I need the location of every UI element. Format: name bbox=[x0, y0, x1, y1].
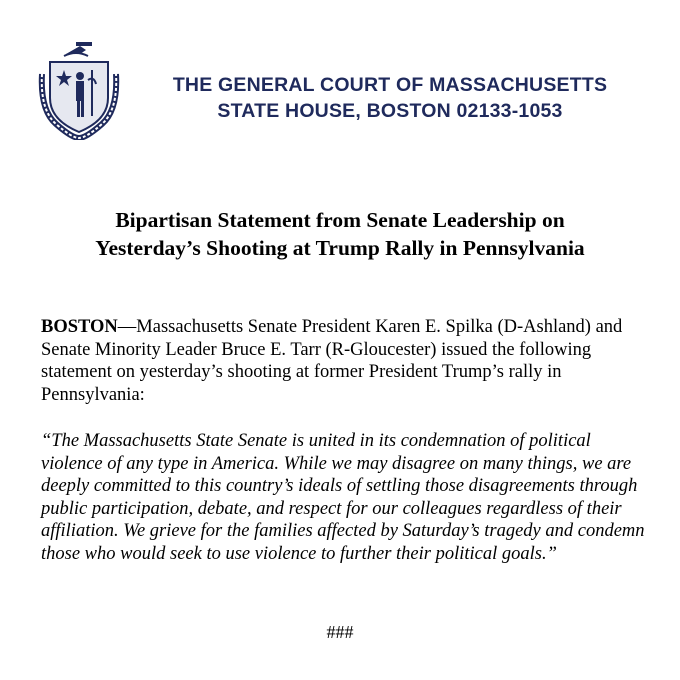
statement-title bbox=[20, 206, 660, 262]
title-line-1: Bipartisan Statement from Senate Leadership on bbox=[115, 208, 565, 232]
letterhead-line-2: STATE HOUSE, BOSTON 02133-1053 bbox=[217, 100, 563, 122]
dateline: BOSTON bbox=[41, 317, 118, 337]
end-mark: ### bbox=[326, 622, 354, 642]
letterhead-address bbox=[130, 72, 650, 124]
massachusetts-seal-icon bbox=[36, 40, 122, 140]
letterhead bbox=[0, 0, 680, 150]
letterhead-line-1: THE GENERAL COURT OF MASSACHUSETTS bbox=[172, 74, 608, 96]
intro-paragraph bbox=[41, 316, 651, 406]
statement-body bbox=[41, 316, 651, 565]
quote-paragraph: “The Massachusetts State Senate is united in its condemnation of political violence of any type in America. While we may disagree on many things, we are deeply committed to this country’s ideals of settling those disagreements through public participation, debate, and respect for our colleagues regardless of their affiliation. We grieve for the families affected by Saturday’s tragedy and condemn those who would seek to use violence to further their political goals.” bbox=[41, 431, 645, 564]
title-line-2: Yesterday’s Shooting at Trump Rally in Pennsylvania bbox=[95, 236, 585, 260]
intro-text: —Massachusetts Senate President Karen E. Spilka (D-Ashland) and Senate Minority Leader Bruce E. Tarr (R-Gloucester) issued the following statement on yesterday’s shooting at former President Trump’s rally in Pennsylvania: bbox=[41, 317, 623, 405]
